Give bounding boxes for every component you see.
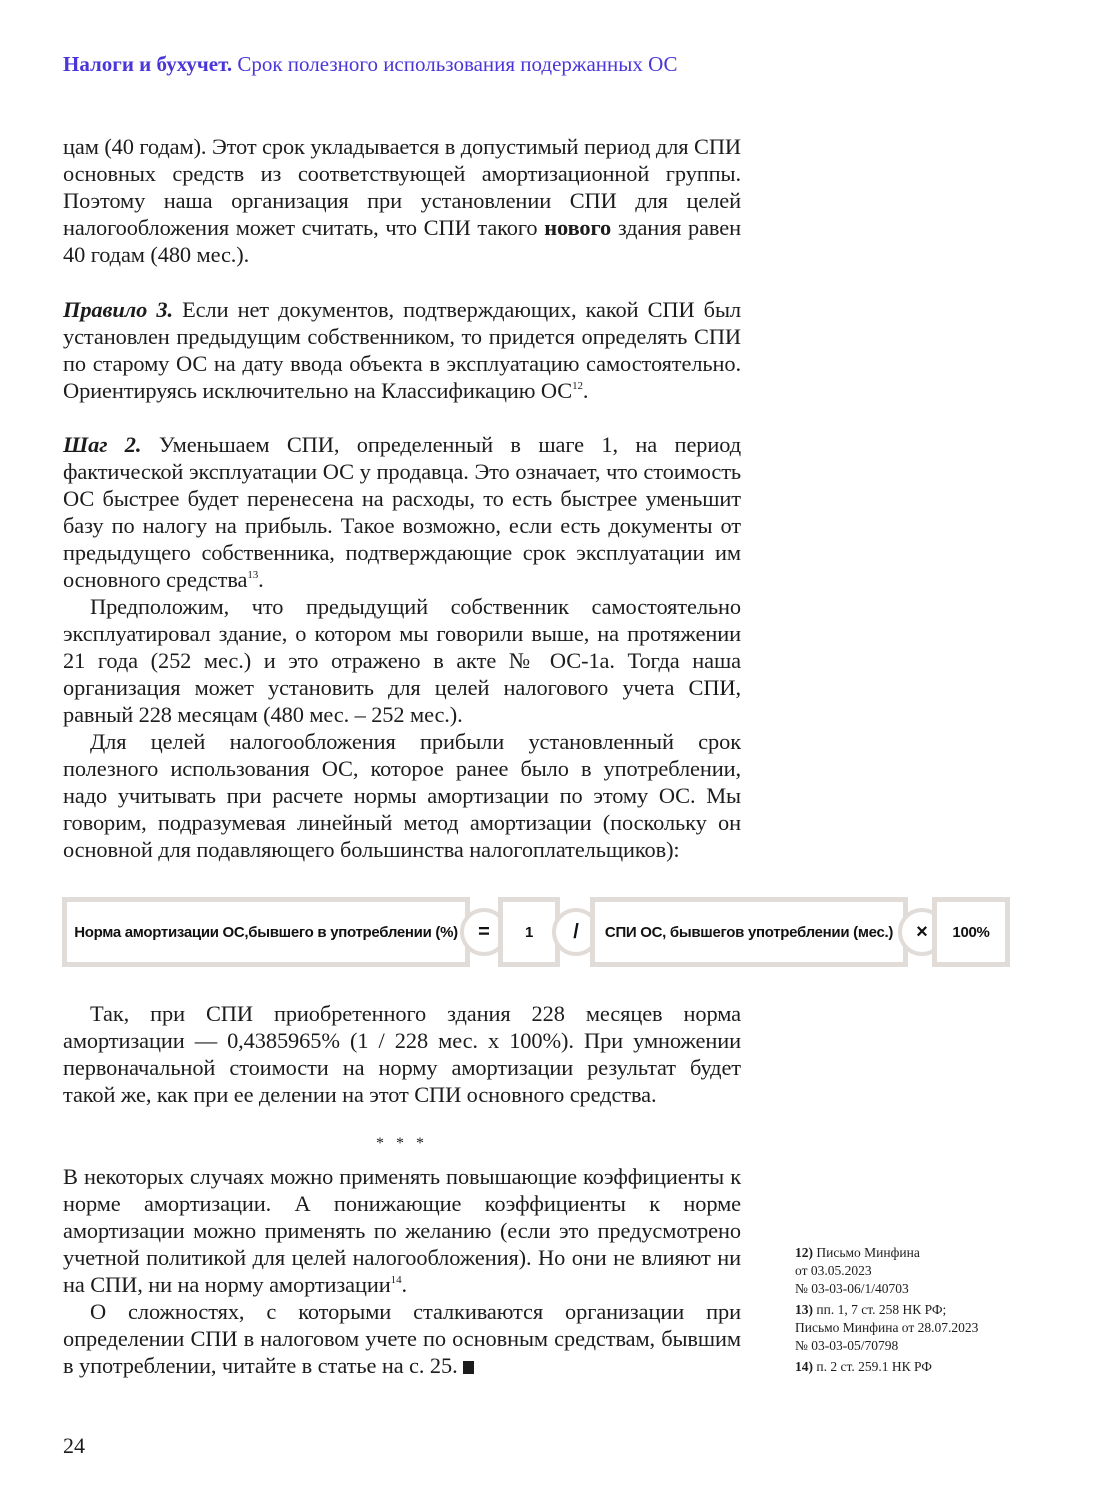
formula-denominator: СПИ ОС, бывшегов употреблении (мес.) [590, 897, 908, 967]
footnotes [795, 1244, 1035, 1379]
footnote-13: 13) пп. 1, 7 ст. 258 НК РФ; Письмо Минфина от 28.07.2023 № 03-03-05/70798 [795, 1302, 979, 1353]
depreciation-formula [62, 897, 1010, 967]
footnote-ref-14[interactable]: 14 [390, 1274, 402, 1286]
step2-block [63, 431, 741, 863]
formula-factor: 100% [932, 897, 1010, 967]
step2-lead: Шаг 2. [63, 432, 142, 457]
body-block-after-formula [63, 1000, 741, 1108]
multiply-icon: × [898, 908, 946, 956]
rule3-block [63, 296, 741, 404]
paragraph-example: Предположим, что предыдущий собственник самостоятельно эксплуатировал здание, о котором мы говорили выше, на протяжении 21 года (252 мес.) и это отражено в акте № ОС-1а. Тогда наша организация может установить для целей налогового учета СПИ, равный 228 месяцам (480 мес. – 252 мес.). [63, 594, 741, 727]
end-of-article-mark [463, 1361, 474, 1374]
footnote-12: 12) Письмо Минфина от 03.05.2023 № 03-03-06/1/40703 [795, 1245, 920, 1296]
formula-lhs: Норма амортизации ОС,бывшего в употреблении (%) [62, 897, 470, 967]
body-block-top [63, 133, 741, 268]
footnote-ref-12[interactable]: 12 [572, 380, 583, 392]
running-header [63, 52, 678, 77]
footnote-14: 14) п. 2 ст. 259.1 НК РФ [795, 1359, 932, 1374]
paragraph-intro: цам (40 годам). Этот срок укладывается в допустимый период для СПИ основных средств из соответствующей амортизационной группы. Поэтому наша организация при установлении СПИ для целей налогообложения может считать, что СПИ такого нового здания равен 40 годам (480 мес.). [63, 134, 741, 267]
paragraph-step2: Шаг 2. Уменьшаем СПИ, определенный в шаге 1, на период фактической эксплуатации ОС у продавца. Это означает, что стоимость ОС быстрее будет перенесена на расходы, то есть быстрее уменьшит базу по налогу на прибыль. Такое возможно, если есть документы от предыдущего собственника, подтверждающие срок эксплуатации им основного средства$^{13}$. [63, 432, 741, 592]
section-separator: * * * [376, 1135, 428, 1152]
rule3-lead: Правило 3. [63, 297, 173, 322]
paragraph-norm: Для целей налогообложения прибыли установленный срок полезного использования ОС, которое ранее было в употреблении, надо учитывать при расчете нормы амортизации по этому ОС. Мы говорим, подразумевая линейный метод амортизации (поскольку он основной для подавляющего большинства налогоплательщиков): [63, 729, 741, 862]
divide-icon: / [552, 908, 600, 956]
footnote-ref-13[interactable]: 13 [247, 569, 259, 581]
paragraph-coefficients: В некоторых случаях можно применять повышающие коэффициенты к норме амортизации. А понижающие коэффициенты к норме амортизации можно применять по желанию (если это предусмотрено учетной политикой для целей налогообложения). Но они не влияют ни на СПИ, ни на норму амортизации$^{14}$. [63, 1164, 741, 1297]
paragraph-rule3: Правило 3. Если нет документов, подтверждающих, какой СПИ был установлен предыдущим собственником, то придется определять СПИ по старому ОС на дату ввода объекта в эксплуатацию самостоятельно. Ориентируясь исключительно на Классификацию ОС$^{12}$. [63, 297, 741, 403]
paragraph-last: О сложностях, с которыми сталкиваются организации при определении СПИ в налоговом учете по основным средствам, бывшим в употреблении, читайте в статье на с. 25. [63, 1299, 741, 1378]
page-number: 24 [63, 1433, 85, 1458]
emphasis-new: нового [544, 215, 612, 240]
paragraph-so: Так, при СПИ приобретенного здания 228 месяцев норма амортизации — 0,4385965% (1 / 228 мес. х 100%). При умножении первоначальной стоимости на норму амортизации результат будет такой же, как при ее делении на этот СПИ основного средства. [63, 1001, 741, 1107]
equals-icon: = [460, 908, 508, 956]
header-section: Налоги и бухучет. [63, 52, 233, 76]
body-block-bottom [63, 1163, 741, 1379]
header-title: Срок полезного использования подержанных ОС [237, 52, 678, 76]
formula-numerator: 1 [498, 897, 560, 967]
